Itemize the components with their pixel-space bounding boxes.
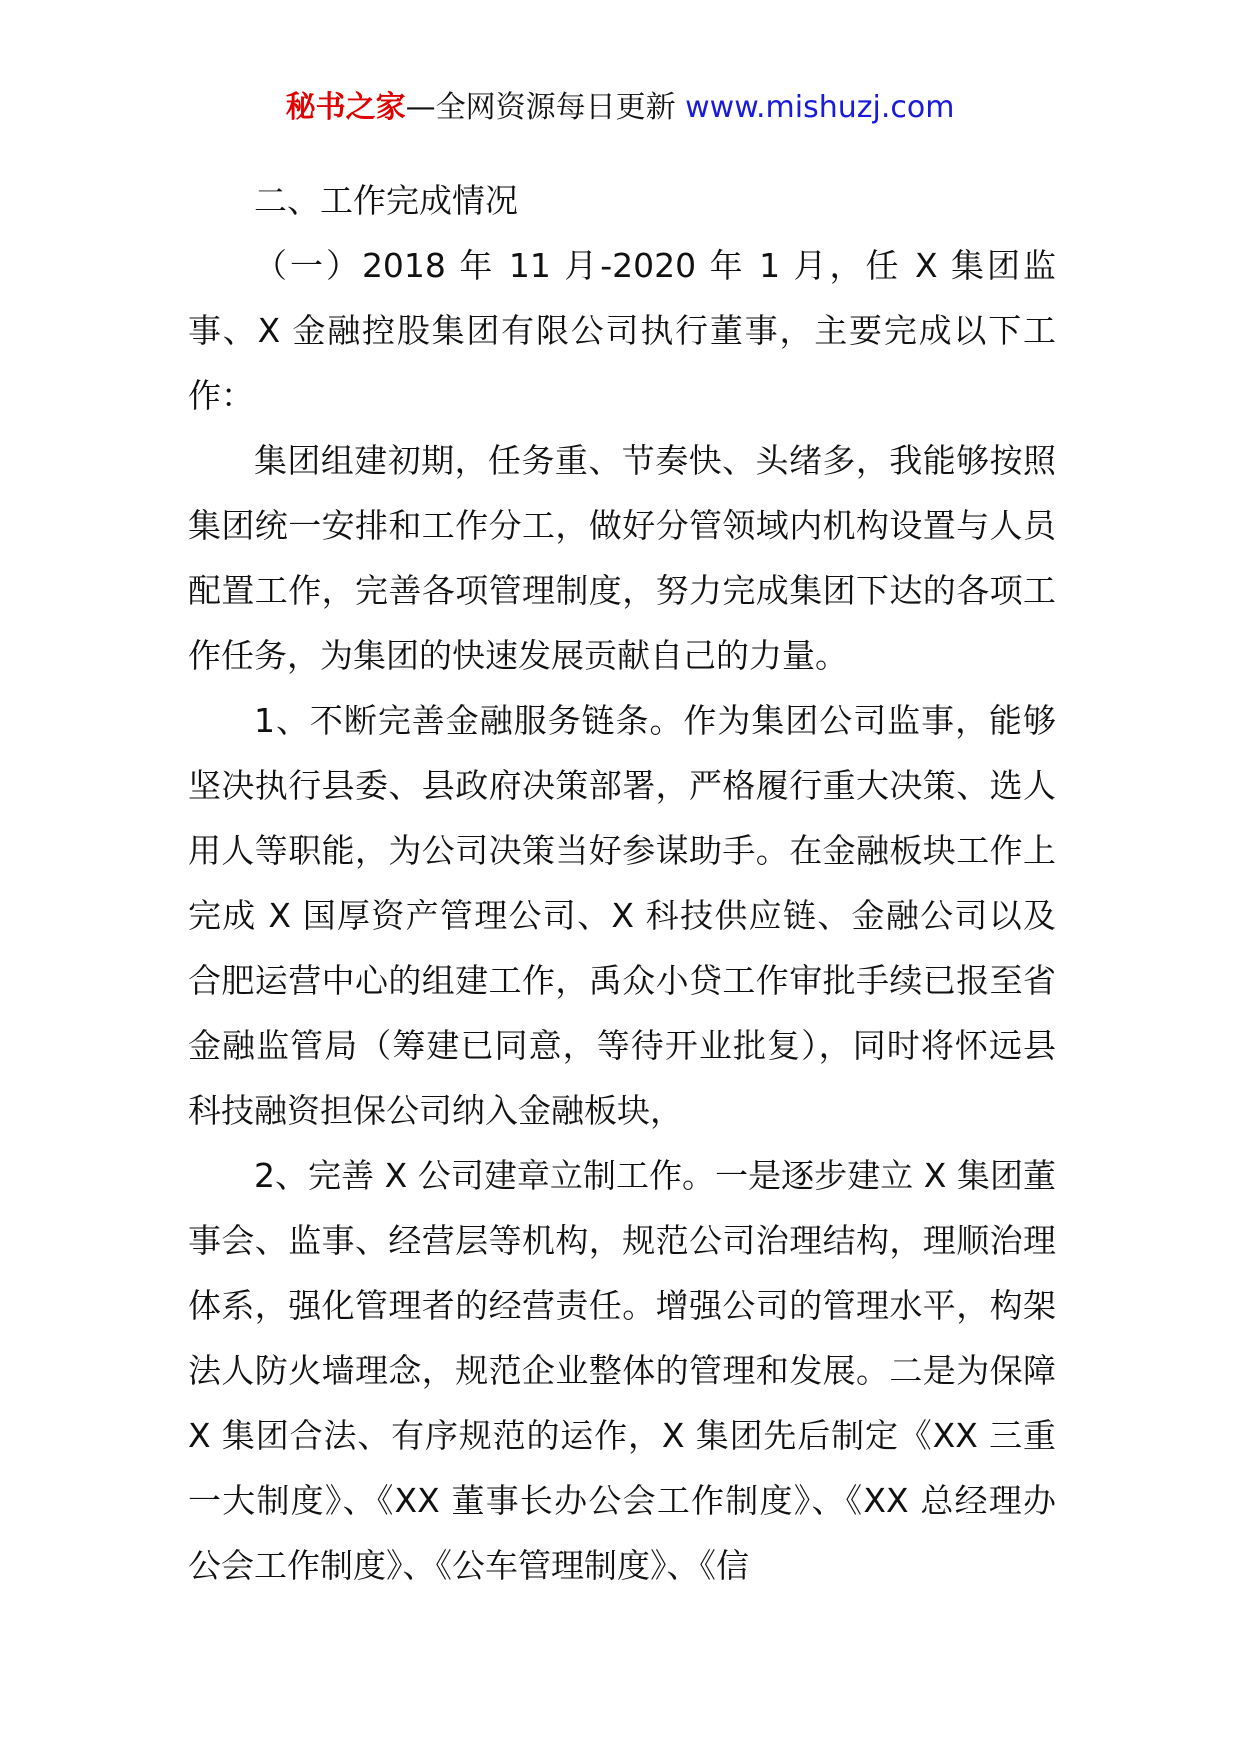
paragraph: 1、不断完善金融服务链条。作为集团公司监事，能够坚决执行县委、县政府决策部署，严格履行重大决策、选人用人等职能，为公司决策当好参谋助手。在金融板块工作上完成 X 国厚资产管理公司、X 科技供应链、金融公司以及合肥运营中心的组建工作，禹众小贷工作审批手续已报至省金融监管局（筹建已同意，等待开业批复），同时将怀远县科技融资担保公司纳入金融板块，	[188, 701, 1056, 1130]
paragraph: （一）2018 年 11 月-2020 年 1 月，任 X 集团监事、X 金融控股集团有限公司执行董事，主要完成以下工作：	[188, 246, 1056, 415]
site-url-link[interactable]: www.mishuzj.com	[685, 90, 955, 125]
section-heading: 二、工作完成情况	[254, 181, 518, 220]
paragraph: 2、完善 X 公司建章立制工作。一是逐步建立 X 集团董事会、监事、经营层等机构，规范公司治理结构，理顺治理体系，强化管理者的经营责任。增强公司的管理水平，构架法人防火墙理念，规范企业整体的管理和发展。二是为保障 X 集团合法、有序规范的运作，X 集团先后制定《XX 三重一大制度》、《XX 董事长办公会工作制度》、《XX 总经理办公会工作制度》、《公车管理制度》、《信	[188, 1156, 1056, 1585]
paragraph: 集团组建初期，任务重、节奏快、头绪多，我能够按照集团统一安排和工作分工，做好分管领域内机构设置与人员配置工作，完善各项管理制度，努力完成集团下达的各项工作任务，为集团的快速发展贡献自己的力量。	[188, 441, 1056, 675]
brand-name: 秘书之家	[285, 90, 406, 125]
header-tagline: —全网资源每日更新	[405, 90, 676, 125]
document-body	[188, 168, 1056, 1598]
site-header	[0, 88, 1240, 128]
